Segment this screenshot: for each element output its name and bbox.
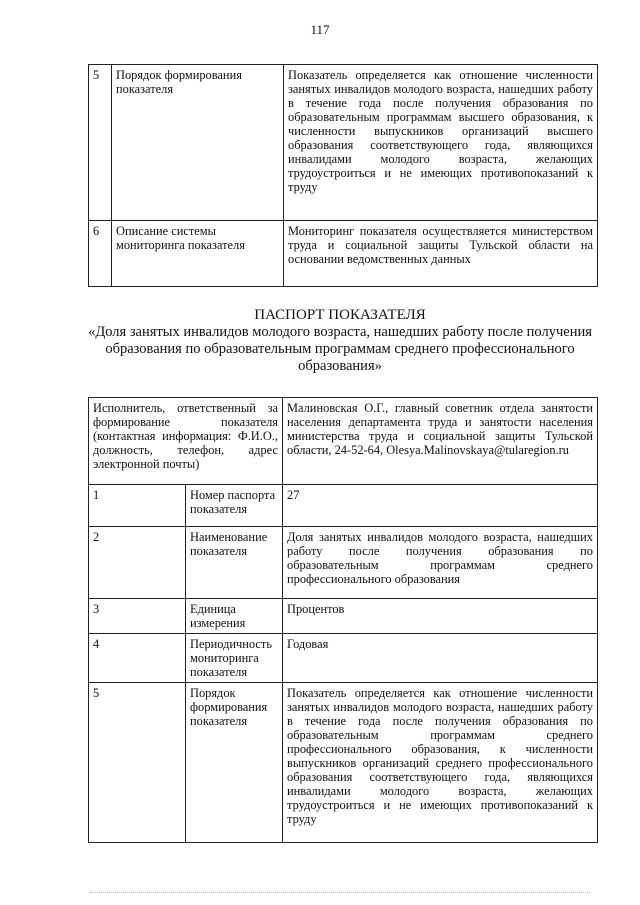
passport-title: «Доля занятых инвалидов молодого возраста, нашедших работу после получения образования по образовательным программам среднего профессионального образования» <box>88 324 592 374</box>
passport-table <box>88 397 598 843</box>
row-value: Мониторинг показателя осуществляется министерством труда и социальной защиты Тульской области на основании ведомственных данных <box>284 221 598 287</box>
row-label: Номер паспорта показателя <box>186 485 283 527</box>
row-value: Показатель определяется как отношение численности занятых инвалидов молодого возраста, нашедших работу в течение года после получения образования по образовательным программам высшего образования, к численности выпускников организаций высшего образования соответствующего года, являющихся инвалидами молодого возраста, желающих трудоустроиться и не имеющих противопоказаний к труду <box>284 65 598 221</box>
table-row <box>89 527 598 599</box>
indicator-table-continued <box>88 64 598 287</box>
row-value: 27 <box>283 485 598 527</box>
row-label: Описание системы мониторинга показателя <box>112 221 284 287</box>
table-row <box>89 65 598 221</box>
row-number: 3 <box>89 599 186 634</box>
table-row <box>89 221 598 287</box>
executor-label: Исполнитель, ответственный за формирование показателя (контактная информация: Ф.И.О., должность, телефон, адрес электронной почты) <box>89 398 283 485</box>
row-label: Единица измерения <box>186 599 283 634</box>
row-number: 5 <box>89 65 112 221</box>
row-number: 1 <box>89 485 186 527</box>
table-row <box>89 485 598 527</box>
row-label: Порядок формирования показателя <box>112 65 284 221</box>
row-number: 4 <box>89 634 186 683</box>
row-label: Периодичность мониторинга показателя <box>186 634 283 683</box>
row-value: Процентов <box>283 599 598 634</box>
row-value: Доля занятых инвалидов молодого возраста, нашедших работу после получения образования по образовательным программам среднего профессионального образования <box>283 527 598 599</box>
passport-heading: ПАСПОРТ ПОКАЗАТЕЛЯ <box>254 307 426 323</box>
executor-value: Малиновская О.Г., главный советник отдела занятости населения департамента труда и занятости населения министерства труда и социальной защиты Тульской области, 24-52-64, Olesya.Malinovskaya@tularegion.ru <box>283 398 598 485</box>
row-value: Годовая <box>283 634 598 683</box>
table-row <box>89 634 598 683</box>
table-row <box>89 683 598 843</box>
executor-row <box>89 398 598 485</box>
row-number: 5 <box>89 683 186 843</box>
row-value: Показатель определяется как отношение численности занятых инвалидов молодого возраста, нашедших работу в течение года после получения образования по образовательным программам среднего профессионального образования, к численности выпускников организаций среднего профессионального образования соответствующего года, являющихся инвалидами молодого возраста, желающих трудоустроиться и не имеющих противопоказаний к труду <box>283 683 598 843</box>
row-number: 6 <box>89 221 112 287</box>
page-number: 117 <box>310 22 330 37</box>
row-label: Порядок формирования показателя <box>186 683 283 843</box>
row-number: 2 <box>89 527 186 599</box>
page-footer-divider <box>90 892 590 895</box>
row-label: Наименование показателя <box>186 527 283 599</box>
passport-header <box>70 307 610 375</box>
table-row <box>89 599 598 634</box>
